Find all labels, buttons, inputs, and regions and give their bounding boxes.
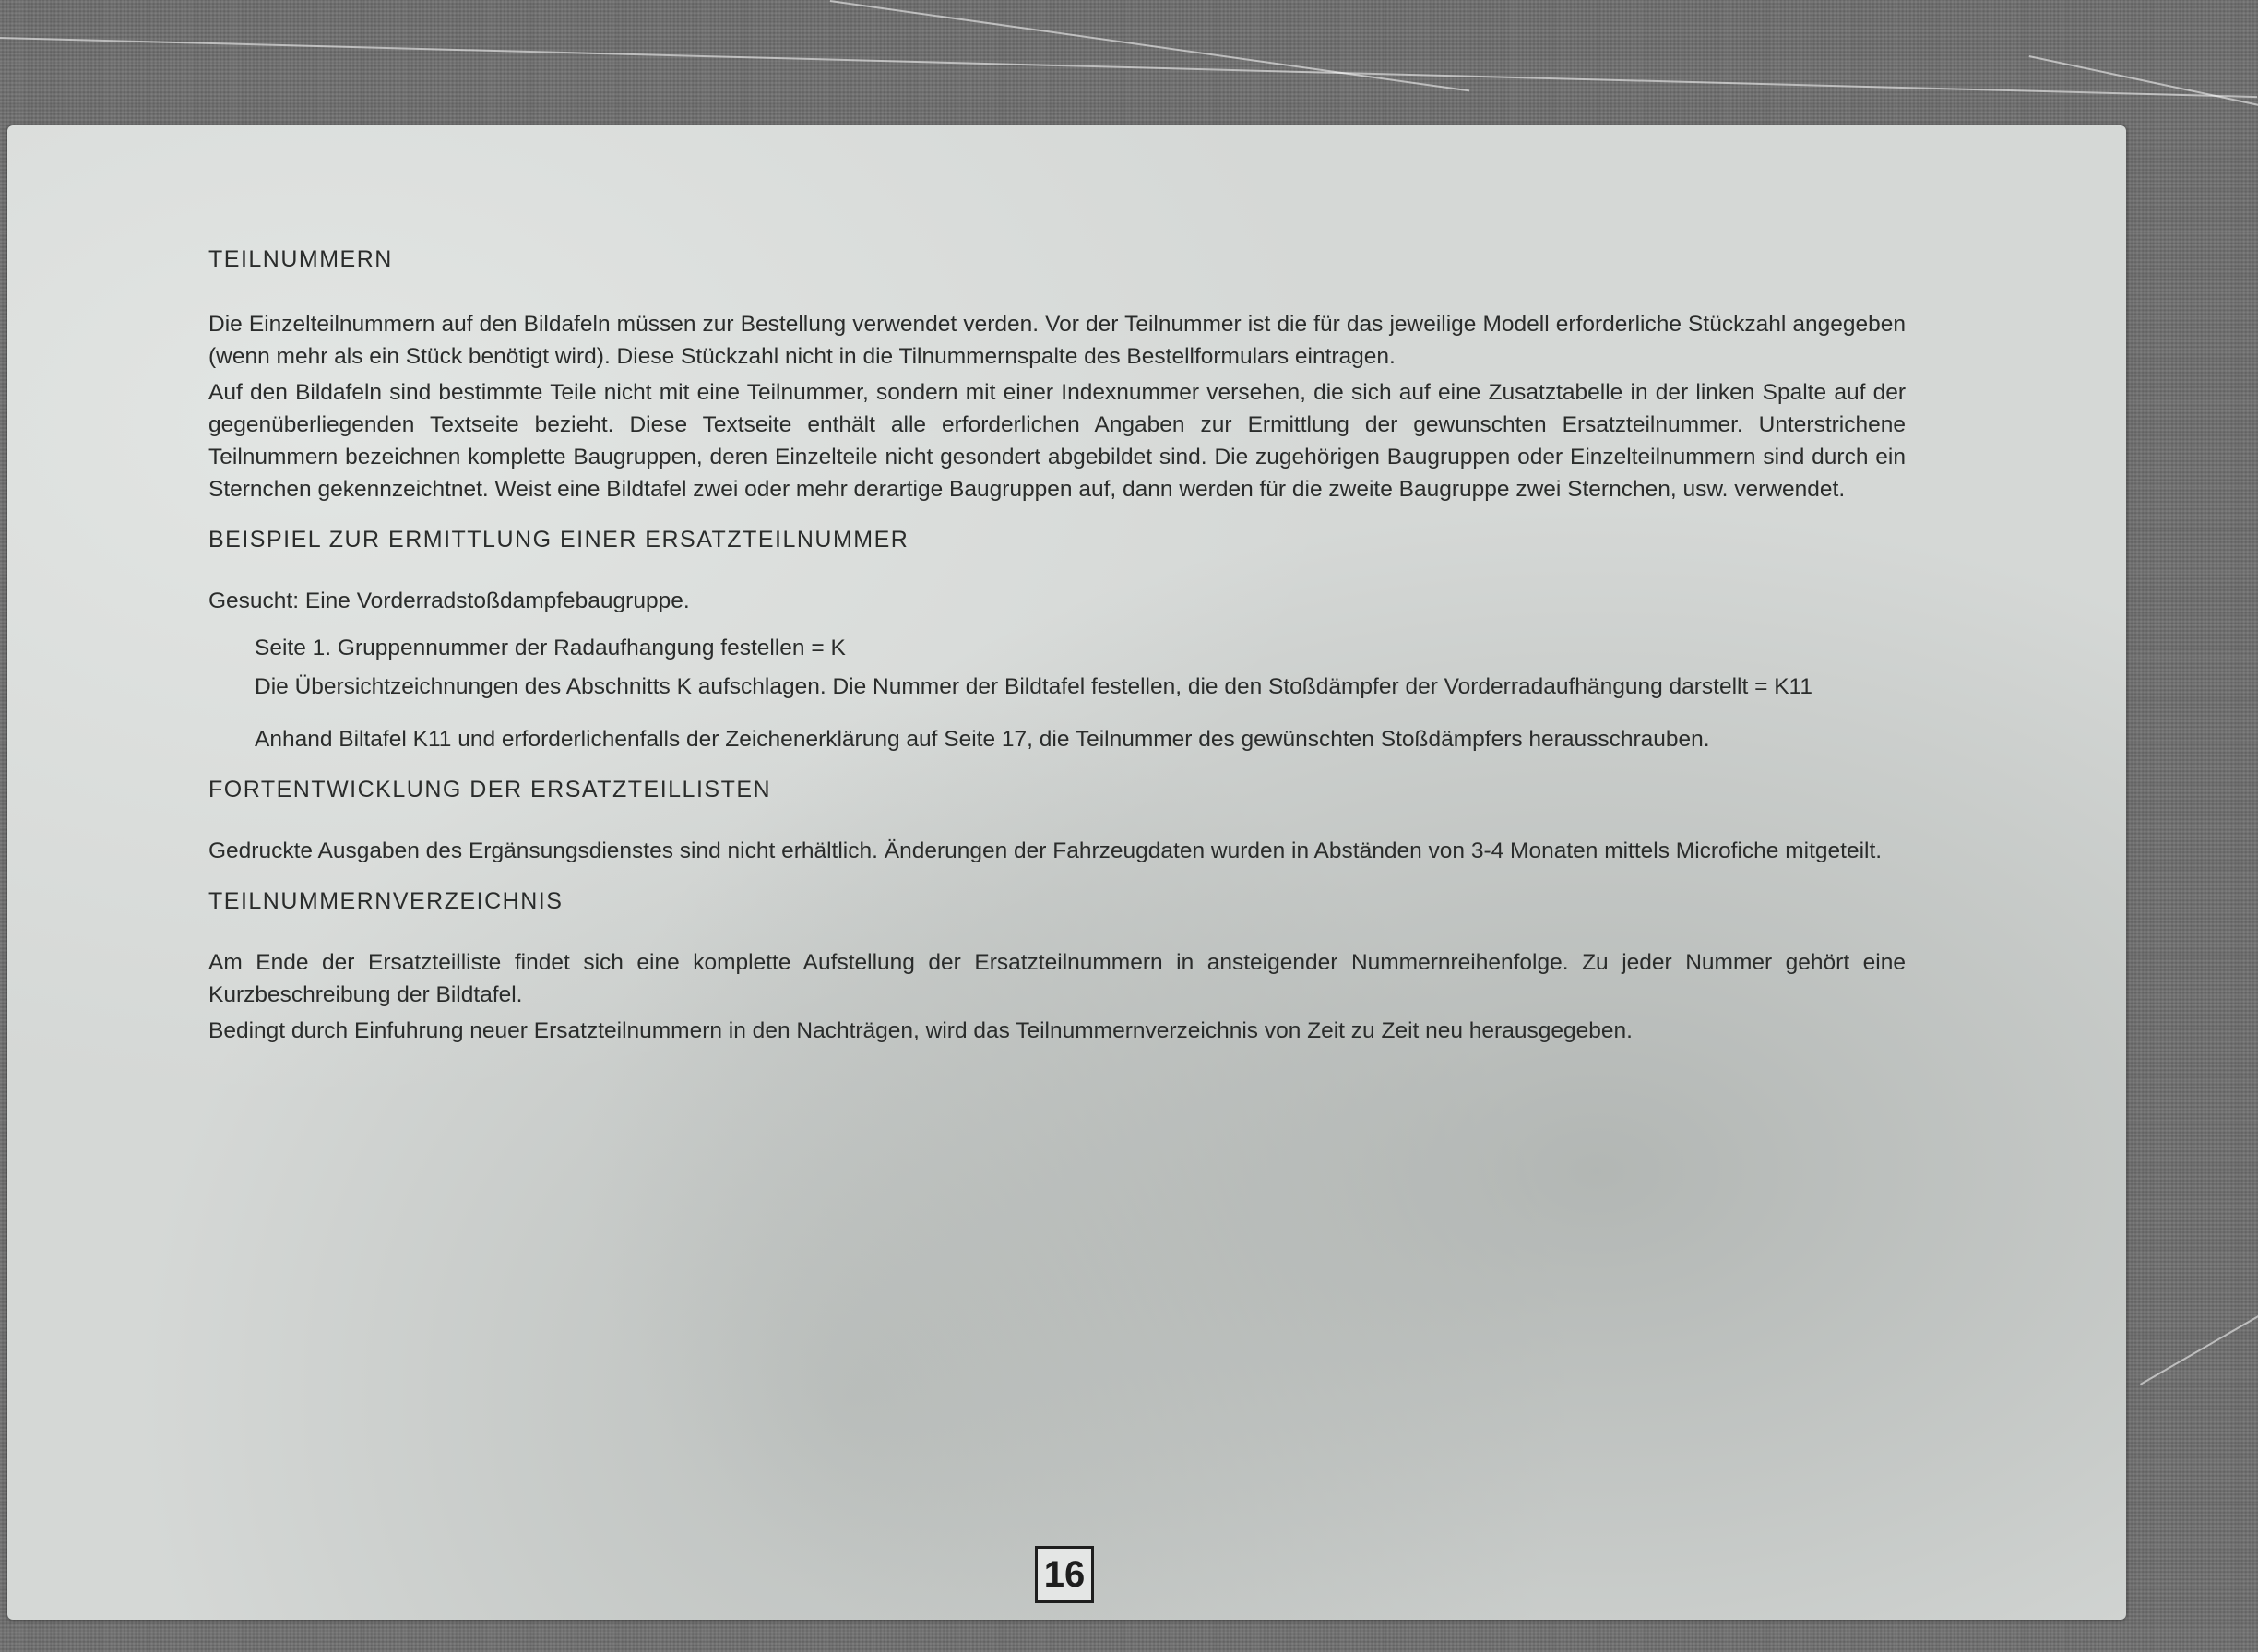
paragraph: Auf den Bildafeln sind bestimmte Teile nicht mit eine Teilnummer, sondern mit einer Indexnummer versehen, die sich auf eine Zusatztabelle in der linken Spalte auf der gegenüberliegenden Textseite bezieht. Diese Textseite enthält alle erforderlichen Angaben zur Ermittlung der gewunschten Ersatzteilnummer. Unterstrichene Teilnummern bezeichnen komplette Baugruppen, deren Einzelteile nicht gesondert abgebildet sind. Die zugehörigen Baugruppen oder Einzelteilnummern sind durch ein Sternchen gekennzeichtnet. Weist eine Bildtafel zwei oder mehr derartige Baugruppen auf, dann werden für die zweite Baugruppe zwei Sternchen, usw. verwendet.: [208, 380, 1906, 502]
page-number: 16: [1035, 1546, 1094, 1603]
list-item: Die Übersichtzeichnungen des Abschnitts K aufschlagen. Die Nummer der Bildtafel festellen, die den Stoßdämpfer der Vorderradaufhängung darstellt = K11: [255, 674, 1812, 699]
section-heading: FORTENTWICKLUNG DER ERSATZTEILLISTEN: [208, 777, 772, 802]
section-heading: BEISPIEL ZUR ERMITTLUNG EINER ERSATZTEILNUMMER: [208, 527, 909, 553]
document-body: [208, 244, 1906, 1047]
paragraph: Bedingt durch Einfuhrung neuer Ersatzteilnummern in den Nachträgen, wird das Teilnummernverzeichnis von Zeit zu Zeit neu herausgegeben.: [208, 1018, 1633, 1043]
section-heading: TEILNUMMERN: [208, 246, 393, 272]
scratch-mark: [2140, 1291, 2258, 1385]
scratch-mark: [2029, 55, 2258, 114]
list-item: Seite 1. Gruppennummer der Radaufhangung festellen = K: [255, 636, 846, 660]
paragraph: Gesucht: Eine Vorderradstoßdampfebaugruppe.: [208, 588, 690, 613]
scratch-mark: [830, 0, 1469, 91]
section-heading: TEILNUMMERNVERZEICHNIS: [208, 888, 564, 914]
paragraph: Gedruckte Ausgaben des Ergänsungsdienstes sind nicht erhältlich. Änderungen der Fahrzeugdaten wurden in Abständen von 3-4 Monaten mittels Microfiche mitgeteilt.: [208, 838, 1883, 863]
scratch-mark: [0, 37, 2257, 98]
paragraph: Die Einzelteilnummern auf den Bildafeln müssen zur Bestellung verwendet verden. Vor der Teilnummer ist die für das jeweilige Modell erforderliche Stückzahl angegeben (wenn mehr als ein Stück benötigt wird). Diese Stückzahl nicht in die Tilnummernspalte des Bestellformulars eintragen.: [208, 312, 1906, 369]
paragraph: Am Ende der Ersatzteilliste findet sich eine komplette Aufstellung der Ersatzteilnummern in ansteigender Nummernreihenfolge. Zu jeder Nummer gehört eine Kurzbeschreibung der Bildtafel.: [208, 950, 1906, 1007]
document-page: [7, 125, 2126, 1620]
list-item: Anhand Biltafel K11 und erforderlichenfalls der Zeichenerklärung auf Seite 17, die Teilnummer des gewünschten Stoßdämpfers herausschrauben.: [255, 727, 1710, 752]
